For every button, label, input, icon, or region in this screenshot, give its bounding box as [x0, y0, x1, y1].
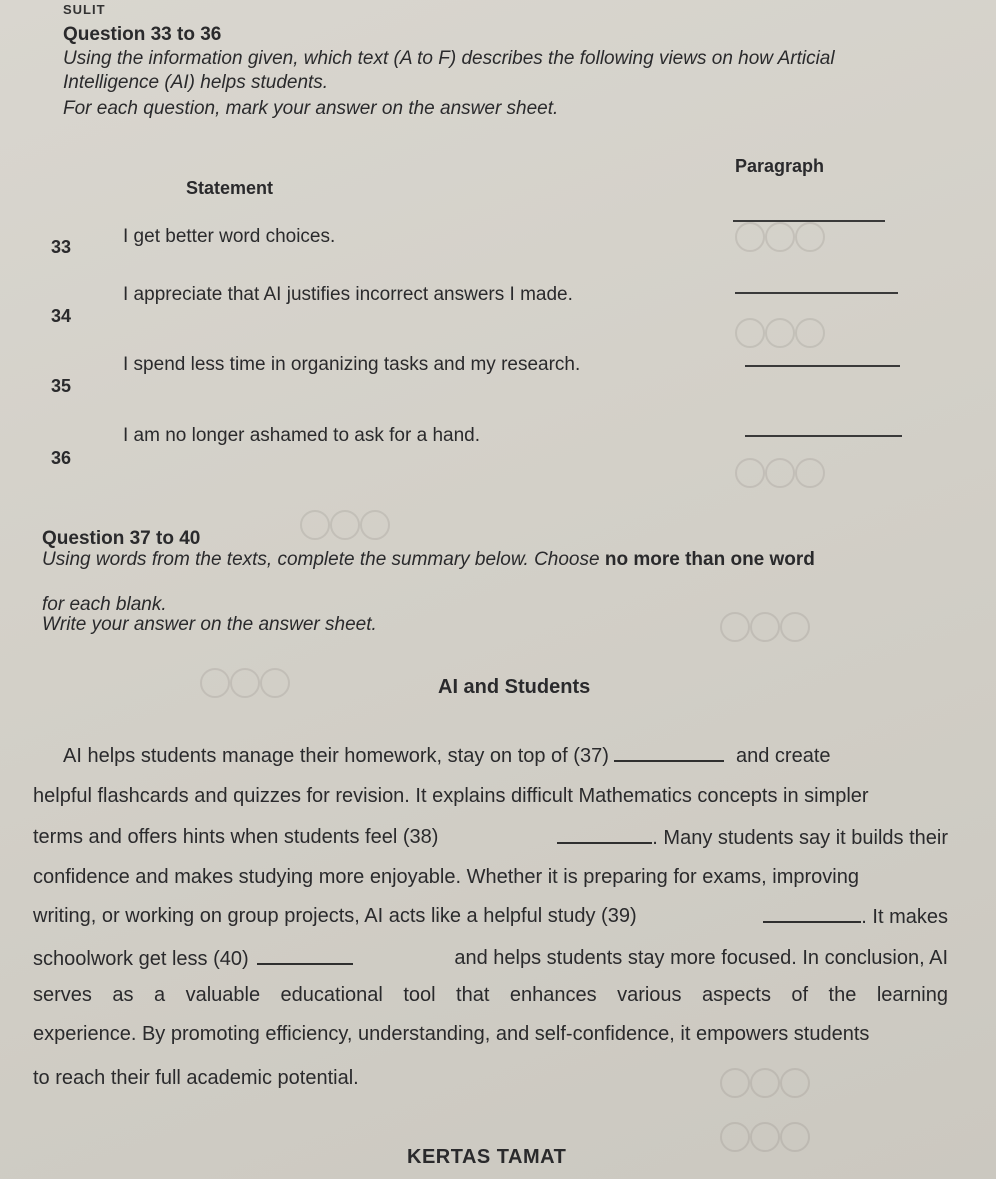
bleed-through-mark	[780, 1122, 810, 1152]
bleed-through-mark	[765, 318, 795, 348]
summary-text: schoolwork get less (40)	[33, 948, 249, 970]
bleed-through-mark	[260, 668, 290, 698]
summary-line	[33, 866, 948, 889]
summary-text: . Many students say it builds their	[652, 827, 948, 849]
statement-number: 34	[51, 306, 72, 326]
bleed-through-mark	[360, 510, 390, 540]
bleed-through-mark	[735, 458, 765, 488]
answer-blank-40[interactable]	[257, 947, 353, 965]
summary-line	[33, 1067, 948, 1090]
header-label: SULIT	[63, 2, 106, 17]
bleed-through-mark	[300, 510, 330, 540]
section-a-instruction-1a: Using the information given, which text (A to F) describes the following views on how Articial	[63, 48, 835, 69]
bleed-through-mark	[200, 668, 230, 698]
bleed-through-mark	[230, 668, 260, 698]
statement-number: 35	[51, 376, 72, 396]
summary-line	[33, 1023, 948, 1046]
section-a-heading: Question 33 to 36	[63, 24, 222, 45]
statement-text: I appreciate that AI justifies incorrect answers I made.	[123, 284, 573, 305]
summary-segment	[557, 826, 948, 850]
instruction-text: Using words from the texts, complete the summary below. Choose	[42, 549, 605, 570]
summary-text: helpful flashcards and quizzes for revision. It explains difficult Mathematics concepts in simpler	[33, 785, 869, 807]
bleed-through-mark	[780, 612, 810, 642]
section-b-heading: Question 37 to 40	[42, 528, 201, 549]
section-b-instruction-2: Write your answer on the answer sheet.	[42, 614, 377, 635]
bleed-through-mark	[795, 458, 825, 488]
answer-blank-36[interactable]	[745, 435, 902, 437]
bleed-through-mark	[750, 612, 780, 642]
summary-text: writing, or working on group projects, AI acts like a helpful study (39)	[33, 905, 637, 927]
bleed-through-mark	[795, 318, 825, 348]
answer-blank-35[interactable]	[745, 365, 900, 367]
summary-text: experience. By promoting efficiency, understanding, and self-confidence, it empowers students	[33, 1023, 870, 1045]
summary-segment	[33, 947, 353, 971]
summary-text: confidence and makes studying more enjoyable. Whether it is preparing for exams, improving	[33, 866, 859, 888]
statement-text: I am no longer ashamed to ask for a hand.	[123, 425, 480, 446]
section-b-instruction-1	[42, 549, 815, 571]
summary-text: and helps students stay more focused. In conclusion, AI	[454, 947, 948, 969]
column-header-paragraph: Paragraph	[735, 156, 825, 176]
section-a-instruction-1b: Intelligence (AI) helps students.	[63, 72, 329, 93]
section-b-instruction-1c: for each blank.	[42, 594, 167, 615]
answer-blank-33[interactable]	[733, 220, 885, 222]
statement-number: 36	[51, 448, 72, 468]
bleed-through-mark	[795, 222, 825, 252]
summary-text: to reach their full academic potential.	[33, 1067, 359, 1089]
answer-blank-37[interactable]	[614, 744, 724, 762]
summary-line	[33, 947, 948, 971]
summary-line	[33, 984, 948, 1007]
bleed-through-mark	[720, 612, 750, 642]
summary-text: . It makes	[861, 906, 948, 928]
bleed-through-mark	[750, 1122, 780, 1152]
summary-text: AI helps students manage their homework, stay on top of (37)	[63, 745, 609, 767]
summary-segment	[763, 905, 948, 929]
summary-line	[33, 905, 948, 929]
bleed-through-mark	[735, 222, 765, 252]
section-a-instruction-2: For each question, mark your answer on the answer sheet.	[63, 98, 559, 119]
statement-text: I spend less time in organizing tasks and my research.	[123, 354, 581, 375]
column-header-statement: Statement	[186, 178, 274, 198]
bleed-through-mark	[765, 222, 795, 252]
answer-blank-39[interactable]	[763, 905, 861, 923]
summary-line	[33, 785, 948, 808]
summary-line	[33, 826, 948, 850]
summary-text: serves as a valuable educational tool that enhances various aspects of the learning	[33, 984, 948, 1006]
summary-line	[63, 744, 943, 768]
bleed-through-mark	[735, 318, 765, 348]
instruction-emphasis: no more than one word	[604, 549, 815, 570]
statement-number: 33	[51, 237, 72, 257]
summary-text: and create	[735, 745, 831, 767]
footer-label: KERTAS TAMAT	[407, 1146, 567, 1168]
summary-text: terms and offers hints when students feel (38)	[33, 826, 439, 848]
answer-blank-34[interactable]	[735, 292, 898, 294]
answer-blank-38[interactable]	[557, 826, 652, 844]
bleed-through-mark	[330, 510, 360, 540]
bleed-through-mark	[720, 1122, 750, 1152]
statement-text: I get better word choices.	[123, 226, 336, 247]
bleed-through-mark	[765, 458, 795, 488]
summary-title: AI and Students	[438, 676, 591, 698]
